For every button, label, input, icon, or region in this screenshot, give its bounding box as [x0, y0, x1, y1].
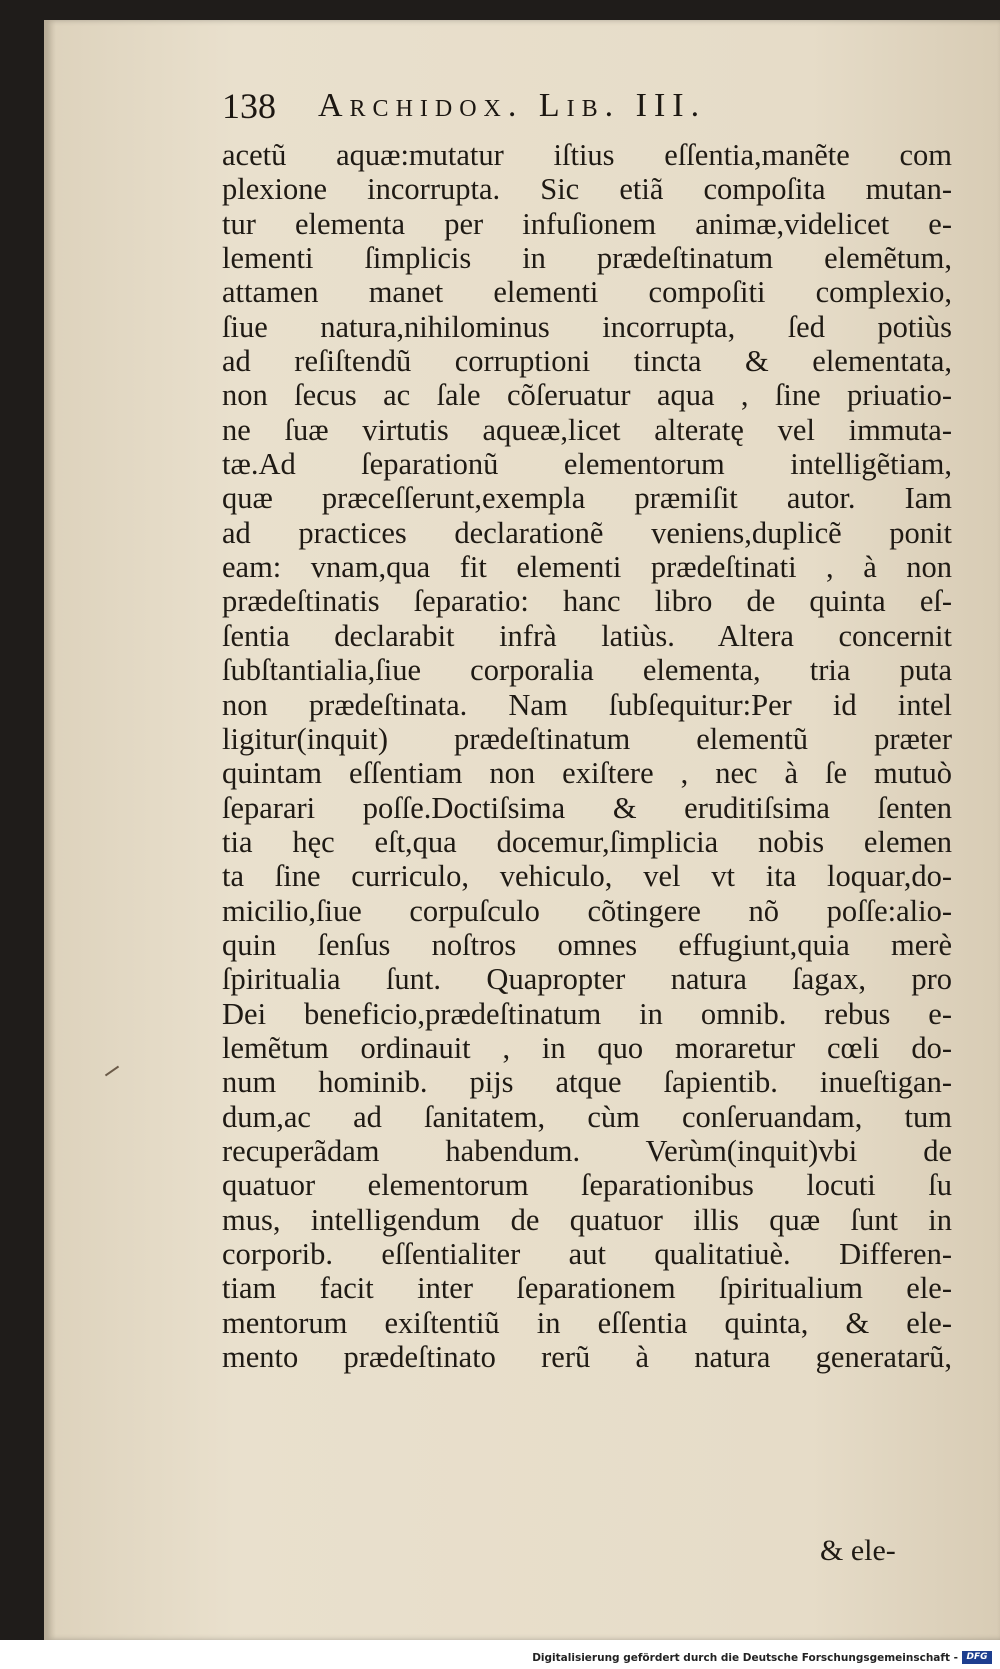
text-line: lementi ſimplicis in prædeſtinatum elemẽtum,: [222, 241, 952, 276]
folio-number: 138: [222, 86, 276, 126]
text-line: mus, intelligendum de quatuor illis quæ ſunt in: [222, 1202, 952, 1237]
text-line: ſpiritualia ſunt. Quapropter natura ſagax, pro: [222, 962, 952, 997]
text-line: non prædeſtinata. Nam ſubſequitur:Per id intel: [222, 687, 952, 722]
text-line: mento prædeſtinato rerũ à natura generatarũ,: [222, 1340, 952, 1375]
text-line: ad practices declarationẽ veniens,duplicẽ ponit: [222, 515, 952, 550]
running-title: Archidox. Lib. III.: [318, 87, 707, 124]
text-line: corporib. eſſentialiter aut qualitatiuè. Differen-: [222, 1237, 952, 1271]
text-line: ta ſine curriculo, vehiculo, vel vt ita loquar,do-: [222, 859, 952, 894]
text-line: Dei beneficio,prædeſtinatum in omnib. rebus e-: [222, 996, 952, 1031]
text-line: ad reſiſtendũ corruptioni tincta & elementata,: [222, 344, 952, 379]
text-line: mentorum exiſtentiũ in eſſentia quinta, & ele-: [222, 1305, 952, 1340]
catchword: & ele-: [820, 1534, 896, 1567]
text-line: micilio,ſiue corpuſculo cõtingere nõ poſſe:alio-: [222, 893, 952, 928]
text-line: eam: vnam,qua fit elementi prædeſtinati , à non: [222, 550, 952, 585]
text-line: ſiue natura,nihilominus incorrupta, ſed potiùs: [222, 309, 952, 344]
text-line: tæ.Ad ſeparationũ elementorum intelligẽtiam,: [222, 447, 952, 482]
text-line: quin ſenſus noſtros omnes effugiunt,quia merè: [222, 927, 952, 962]
page-mark: [105, 1066, 119, 1077]
text-line: quatuor elementorum ſeparationibus locuti ſu: [222, 1168, 952, 1203]
text-line: quintam eſſentiam non exiſtere , nec à ſe mutuò: [222, 756, 952, 791]
text-line: num hominib. pijs atque ſapientib. inueſtigan-: [222, 1065, 952, 1100]
text-line: ſubſtantialia,ſiue corporalia elementa, tria puta: [222, 653, 952, 688]
text-line: lemẽtum ordinauit , in quo moraretur cœli do-: [222, 1030, 952, 1065]
page-header: [222, 84, 912, 134]
footer-credit: Digitalisierung gefördert durch die Deutsche Forschungsgemeinschaft -: [532, 1652, 958, 1664]
text-line: ſentia declarabit infrà latiùs. Altera concernit: [222, 618, 952, 653]
text-line: tiam facit inter ſeparationem ſpiritualium ele-: [222, 1271, 952, 1306]
text-line: attamen manet elementi compoſiti complexio,: [222, 275, 952, 310]
text-line: tur elementa per infuſionem animæ,videlicet e-: [222, 206, 952, 241]
text-line: dum,ac ad ſanitatem, cùm conſeruandam, tum: [222, 1099, 952, 1134]
text-line: ſeparari poſſe.Doctiſsima & eruditiſsima ſenten: [222, 790, 952, 825]
text-line: quæ præceſſerunt,exempla præmiſit autor. Iam: [222, 481, 952, 516]
page-gutter: [44, 20, 56, 1640]
text-line: ne ſuæ virtutis aqueæ,licet alteratę vel immuta-: [222, 412, 952, 447]
body-text: [222, 138, 952, 1374]
text-line: plexione incorrupta. Sic etiã compoſita mutan-: [222, 172, 952, 207]
text-line: acetũ aquæ:mutatur iſtius eſſentia,manẽte com: [222, 138, 952, 172]
text-line: non ſecus ac ſale cõſeruatur aqua , ſine priuatio-: [222, 378, 952, 413]
text-line: ligitur(inquit) prædeſtinatum elementũ præter: [222, 721, 952, 756]
text-line: prædeſtinatis ſeparatio: hanc libro de quinta eſ-: [222, 584, 952, 619]
text-line: recuperãdam habendum. Verùm(inquit)vbi de: [222, 1133, 952, 1168]
dfg-logo: DFG: [962, 1651, 992, 1664]
text-line: tia hęc eſt,qua docemur,ſimplicia nobis elemen: [222, 824, 952, 859]
